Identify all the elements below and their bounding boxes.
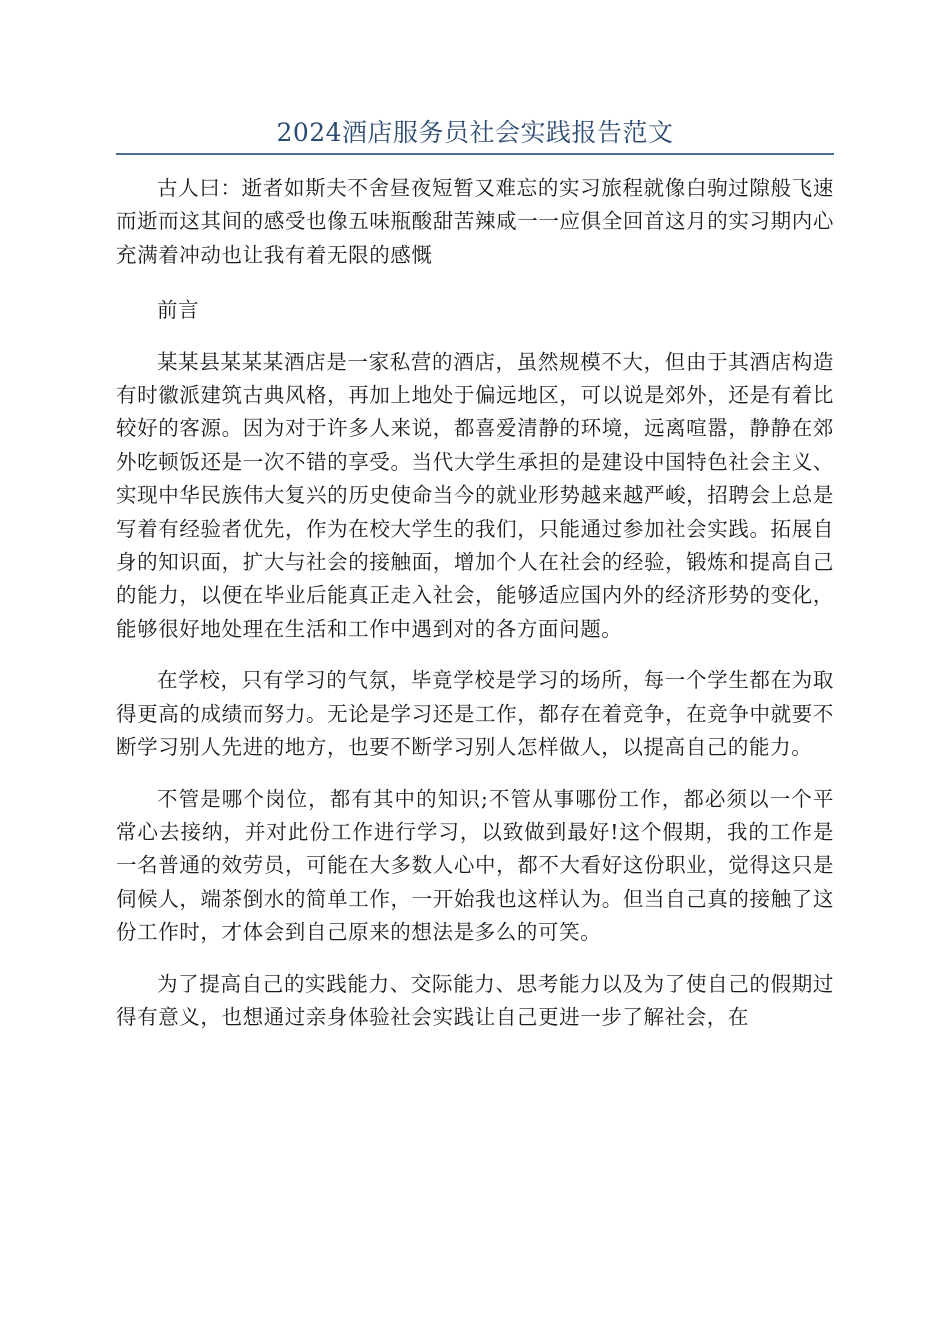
- title-underline: [116, 153, 834, 155]
- paragraph-hotel-intro: 某某县某某某酒店是一家私营的酒店，虽然规模不大，但由于其酒店构造有时徽派建筑古典风格，再加上地处于偏远地区，可以说是郊外，还是有着比较好的客源。因为对于许多人来说，都喜爱清静的环境，远离喧嚣，静静在郊外吃顿饭还是一次不错的享受。当代大学生承担的是建设中国特色社会主义、实现中华民族伟大复兴的历史使命当今的就业形势越来越严峻，招聘会上总是写着有经验者优先，作为在校大学生的我们，只能通过参加社会实践。拓展自身的知识面，扩大与社会的接触面，增加个人在社会的经验，锻炼和提高自己的能力，以便在毕业后能真正走入社会，能够适应国内外的经济形势的变化，能够很好地处理在生活和工作中遇到对的各方面问题。: [116, 349, 834, 641]
- paragraph-job: 不管是哪个岗位，都有其中的知识;不管从事哪份工作，都必须以一个平常心去接纳，并对此份工作进行学习，以致做到最好!这个假期，我的工作是一名普通的效劳员，可能在大多数人心中，都不大看好这份职业，觉得这只是伺候人，端茶倒水的简单工作，一开始我也这样认为。但当自己真的接触了这份工作时，才体会到自己原来的想法是多么的可笑。: [116, 786, 834, 945]
- paragraph-purpose: 为了提高自己的实践能力、交际能力、思考能力以及为了使自己的假期过得有意义，也想通过亲身体验社会实践让自己更进一步了解社会，在: [116, 971, 834, 1029]
- document-title: 2024酒店服务员社会实践报告范文: [276, 118, 674, 147]
- paragraph-quote: 古人曰：逝者如斯夫不舍昼夜短暂又难忘的实习旅程就像白驹过隙般飞速而逝而这其间的感受也像五味瓶酸甜苦辣咸一一应俱全回首这月的实习期内心充满着冲动也让我有着无限的感慨: [116, 176, 834, 267]
- document-body: [116, 172, 834, 1052]
- paragraph-school: 在学校，只有学习的气氛，毕竟学校是学习的场所，每一个学生都在为取得更高的成绩而努力。无论是学习还是工作，都存在着竞争，在竞争中就要不断学习别人先进的地方，也要不断学习别人怎样做人，以提高自己的能力。: [116, 668, 834, 760]
- section-heading-preface: 前言: [157, 298, 200, 323]
